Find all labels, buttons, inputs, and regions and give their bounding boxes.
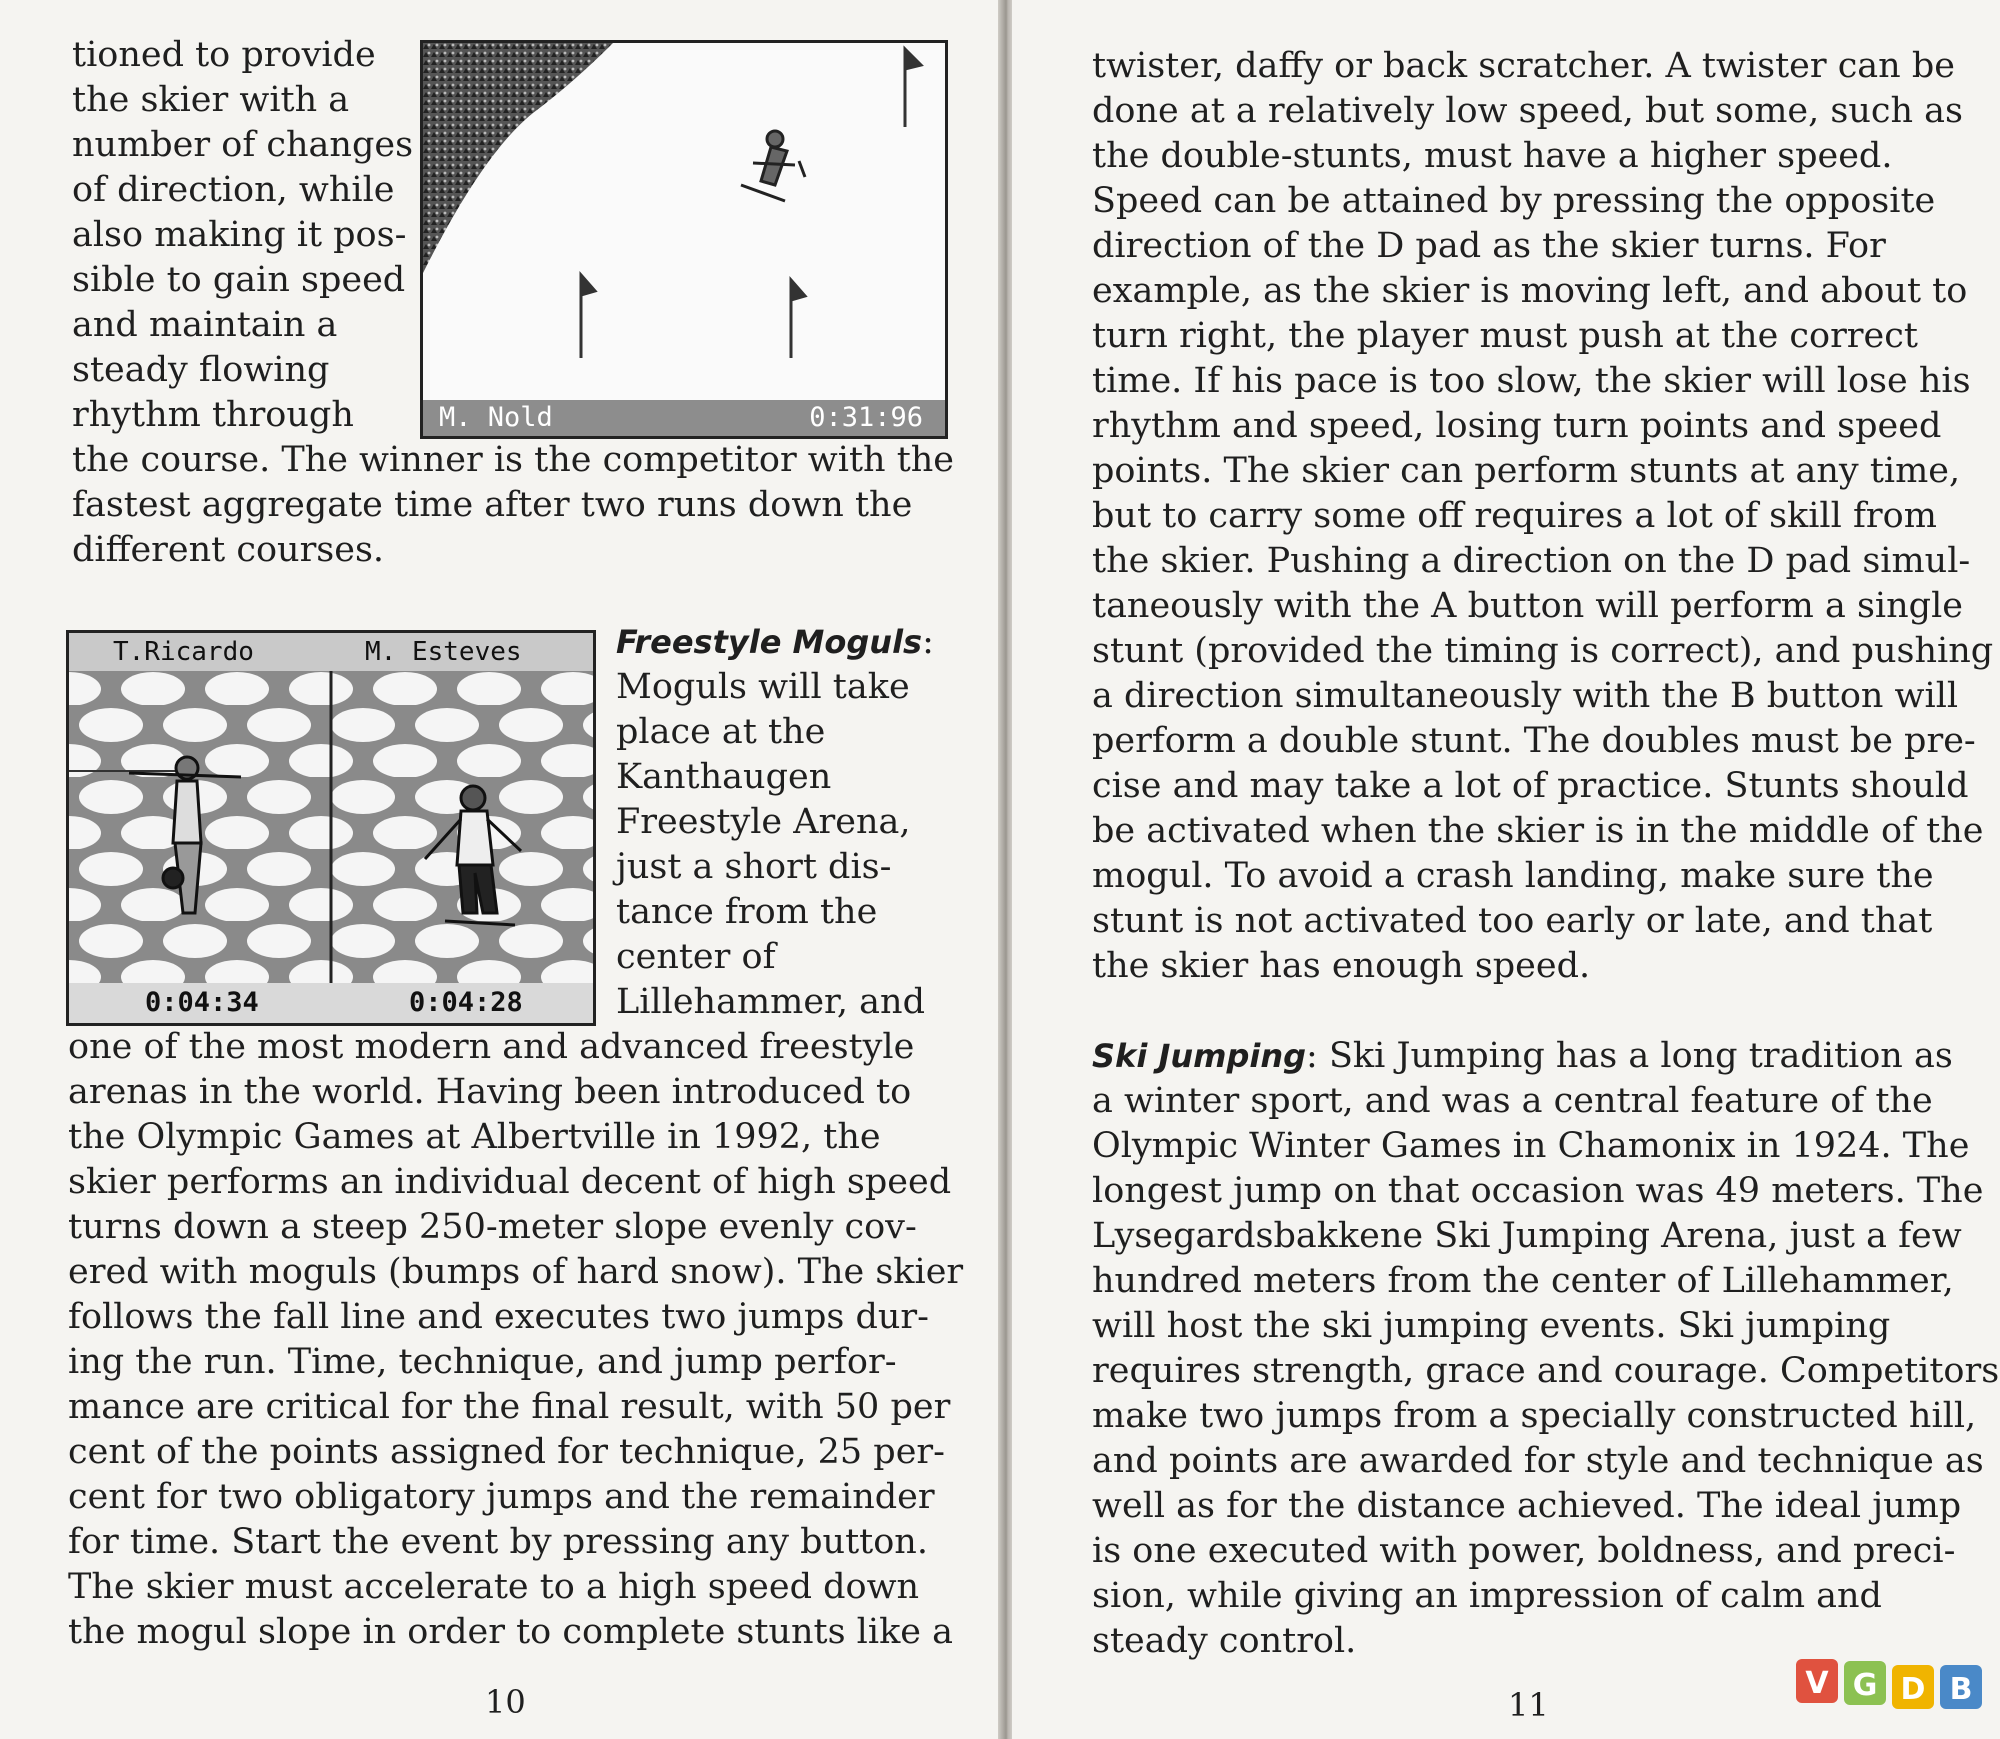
text-line: Kanthaugen [616, 757, 832, 797]
text-line: one of the most modern and advanced freestyle [68, 1027, 915, 1067]
text-line: The skier must accelerate to a high speed down [68, 1567, 920, 1607]
page-number-left: 10 [485, 1683, 526, 1721]
text-line: done at a relatively low speed, but some, such as [1092, 91, 1963, 131]
text-line: make two jumps from a specially constructed hill, [1092, 1396, 1977, 1436]
text-line: the mogul slope in order to complete stunts like a [68, 1612, 953, 1652]
text-line: a winter sport, and was a central feature of the [1092, 1081, 1933, 1121]
text-line: mance are critical for the final result, with 50 per [68, 1387, 951, 1427]
text-line: turns down a steep 250-meter slope evenly cov- [68, 1207, 917, 1247]
text-line: cise and may take a lot of practice. Stunts should [1092, 766, 1969, 806]
text-line: sion, while giving an impression of calm and [1092, 1576, 1882, 1616]
moguls-full-text [68, 1025, 963, 1655]
text-line: points. The skier can perform stunts at any time, [1092, 451, 1961, 491]
moguls-heading [616, 620, 934, 665]
text-line: stunt (provided the timing is correct), and pushing [1092, 631, 1994, 671]
text-line: but to carry some off requires a lot of skill from [1092, 496, 1937, 536]
watermark-tiles [1796, 1659, 1982, 1709]
text-line: rhythm and speed, losing turn points and speed [1092, 406, 1942, 446]
text-line: Freestyle Arena, [616, 802, 911, 842]
slalom-scene [423, 43, 945, 436]
text-line: perform a double stunt. The doubles must be pre- [1092, 721, 1976, 761]
text-line: and points are awarded for style and technique as [1092, 1441, 1984, 1481]
moguls-player1-name: T.Ricardo [113, 637, 254, 667]
ski-jumping-first-line: : Ski Jumping has a long tradition as [1306, 1036, 1953, 1076]
moguls-scene [69, 633, 593, 1023]
text-line: tioned to provide [72, 35, 376, 75]
text-line: center of [616, 937, 776, 977]
text-line: of direction, while [72, 170, 395, 210]
slalom-screenshot [420, 40, 948, 439]
text-line: rhythm through [72, 395, 354, 435]
right-page [1012, 0, 2000, 1739]
ski-jumping-heading-line [1092, 1034, 1999, 1079]
text-line: twister, daffy or back scratcher. A twister can be [1092, 46, 1955, 86]
text-line: Lysegardsbakkene Ski Jumping Arena, just a few [1092, 1216, 1962, 1256]
text-line: Moguls will take [616, 667, 910, 707]
top-paragraph-full [72, 438, 954, 573]
text-line: the skier. Pushing a direction on the D pad simul- [1092, 541, 1971, 581]
text-line: steady control. [1092, 1621, 1357, 1661]
text-line: place at the [616, 712, 826, 752]
text-line: mogul. To avoid a crash landing, make sure the [1092, 856, 1934, 896]
text-line: the double-stunts, must have a higher speed. [1092, 136, 1893, 176]
moguls-player2-time: 0:04:28 [409, 987, 523, 1018]
text-line: Olympic Winter Games in Chamonix in 1924. The [1092, 1126, 1970, 1166]
text-line: skier performs an individual decent of high speed [68, 1162, 952, 1202]
text-line: just a short dis- [616, 847, 892, 887]
text-line: the Olympic Games at Albertville in 1992, the [68, 1117, 881, 1157]
moguls-player1-time: 0:04:34 [145, 987, 259, 1018]
flag-left [581, 275, 595, 358]
text-line: ered with moguls (bumps of hard snow). The skier [68, 1252, 964, 1292]
text-line: a direction simultaneously with the B button will [1092, 676, 1959, 716]
text-line: follows the fall line and executes two jumps dur- [68, 1297, 929, 1337]
text-line: cent for two obligatory jumps and the remainder [68, 1477, 935, 1517]
text-line: direction of the D pad as the skier turns. For [1092, 226, 1886, 266]
text-line: will host the ski jumping events. Ski jumping [1092, 1306, 1891, 1346]
watermark-letter: D [1900, 1672, 1926, 1707]
moguls-footer [69, 983, 593, 1023]
slalom-hud [423, 400, 945, 436]
moguls-header [69, 633, 593, 671]
top-paragraph-wrapped [72, 33, 413, 438]
flag-right [791, 280, 805, 358]
text-line: example, as the skier is moving left, and about to [1092, 271, 1968, 311]
text-line: stunt is not activated too early or late, and that [1092, 901, 1933, 941]
text-line: the skier with a [72, 80, 350, 120]
text-line: and maintain a [72, 305, 338, 345]
text-line: be activated when the skier is in the middle of the [1092, 811, 1984, 851]
moguls-screenshot [66, 630, 596, 1026]
watermark-letter: V [1805, 1666, 1829, 1701]
text-line: hundred meters from the center of Lillehammer, [1092, 1261, 1954, 1301]
skier-figure [741, 131, 805, 201]
text-line: sible to gain speed [72, 260, 406, 300]
ski-jumping-paragraph [1092, 1034, 1999, 1664]
text-line: cent of the points assigned for technique, 25 per- [68, 1432, 945, 1472]
ski-jumping-heading: Ski Jumping [1092, 1037, 1307, 1075]
text-line: number of changes [72, 125, 414, 165]
text-line: Speed can be attained by pressing the opposite [1092, 181, 1936, 221]
moguls-wrapped-text [616, 620, 934, 1025]
text-line: is one executed with power, boldness, and preci- [1092, 1531, 1956, 1571]
forest-edge [423, 43, 613, 273]
vgdb-watermark-logo [1794, 1659, 1990, 1723]
text-line: fastest aggregate time after two runs down the [72, 485, 913, 525]
moguls-heading-colon: : [922, 622, 934, 662]
text-line: taneously with the A button will perform a single [1092, 586, 1963, 626]
moguls-heading-label: Freestyle Moguls [616, 623, 923, 661]
text-line: the skier has enough speed. [1092, 946, 1591, 986]
stunts-paragraph [1092, 44, 1993, 989]
watermark-letter: B [1949, 1672, 1973, 1707]
moguls-player2-name: M. Esteves [365, 637, 522, 667]
text-line: turn right, the player must push at the correct [1092, 316, 1918, 356]
text-line: tance from the [616, 892, 878, 932]
text-line: also making it pos- [72, 215, 407, 255]
text-line: steady flowing [72, 350, 330, 390]
text-line: arenas in the world. Having been introduced to [68, 1072, 912, 1112]
watermark-letter: G [1852, 1668, 1878, 1703]
slalom-player-name: M. Nold [439, 402, 553, 433]
page-number-right: 11 [1508, 1686, 1549, 1724]
text-line: longest jump on that occasion was 49 meters. The [1092, 1171, 1984, 1211]
text-line: requires strength, grace and courage. Competitors [1092, 1351, 2000, 1391]
text-line: well as for the distance achieved. The ideal jump [1092, 1486, 1962, 1526]
text-line: time. If his pace is too slow, the skier will lose his [1092, 361, 1971, 401]
text-line: ing the run. Time, technique, and jump perfor- [68, 1342, 897, 1382]
text-line: the course. The winner is the competitor with the [72, 440, 955, 480]
flag-top-right [905, 49, 921, 127]
text-line: different courses. [72, 530, 385, 570]
text-line: Lillehammer, and [616, 982, 925, 1022]
slalom-time: 0:31:96 [809, 402, 923, 433]
text-line: for time. Start the event by pressing any button. [68, 1522, 928, 1562]
